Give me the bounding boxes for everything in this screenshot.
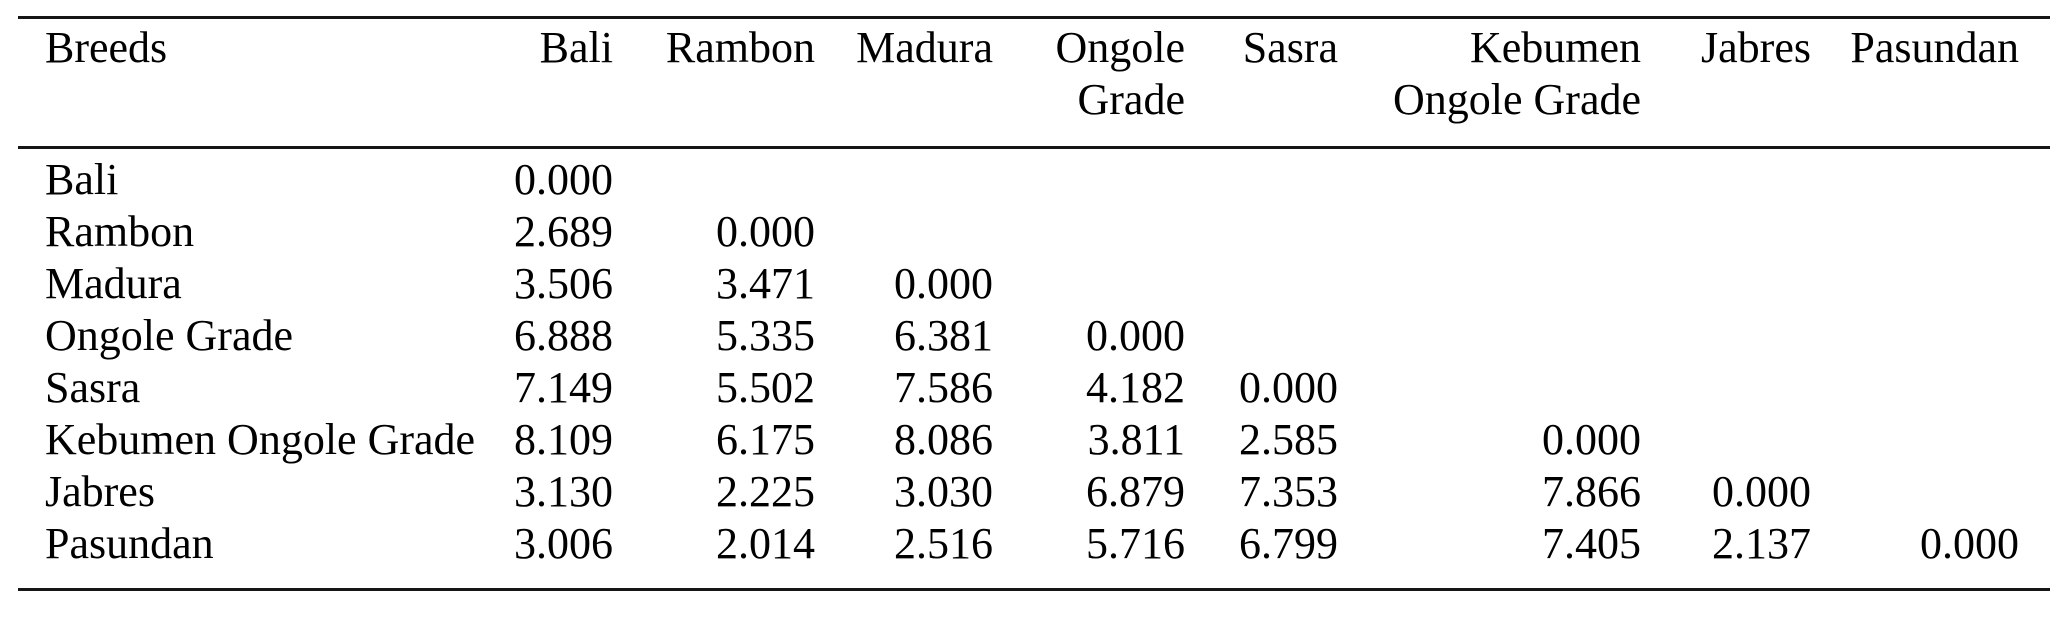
distance-value-cell — [1811, 258, 2050, 310]
table-row — [18, 362, 2050, 414]
paper-table-region — [18, 16, 2050, 591]
distance-value-cell — [1338, 148, 1641, 207]
distance-value-cell — [815, 206, 993, 258]
distance-value-cell: 5.502 — [716, 363, 815, 412]
distance-value-cell — [1641, 310, 1811, 362]
column-header-sasra: Sasra — [1242, 23, 1338, 72]
distance-value-cell — [1185, 310, 1338, 362]
distance-value-cell: 3.471 — [716, 259, 815, 308]
table-row — [18, 206, 2050, 258]
distance-value-cell: 7.405 — [1542, 519, 1641, 568]
breed-row-label: Pasundan — [45, 519, 214, 568]
table-row — [18, 310, 2050, 362]
distance-value-cell — [1338, 258, 1641, 310]
distance-value-cell — [1338, 310, 1641, 362]
breed-row-label: Kebumen Ongole Grade — [45, 415, 476, 464]
breed-row-label: Sasra — [45, 363, 141, 412]
genetic-distance-matrix-table — [18, 16, 2050, 591]
distance-value-cell: 7.353 — [1239, 467, 1338, 516]
distance-value-cell: 8.109 — [514, 415, 613, 464]
breed-row-label: Madura — [45, 259, 182, 308]
distance-value-cell — [1811, 148, 2050, 207]
distance-value-cell — [1641, 414, 1811, 466]
column-header-breeds: Breeds — [45, 23, 168, 72]
distance-value-cell: 6.888 — [514, 311, 613, 360]
distance-value-cell: 5.335 — [716, 311, 815, 360]
distance-value-cell: 2.585 — [1239, 415, 1338, 464]
distance-value-cell: 3.811 — [1087, 415, 1185, 464]
table-row — [18, 518, 2050, 590]
distance-value-cell: 2.137 — [1712, 519, 1811, 568]
distance-value-cell — [1641, 258, 1811, 310]
column-header-pasundan: Pasundan — [1850, 23, 2019, 72]
breed-row-label: Rambon — [45, 207, 195, 256]
distance-value-cell: 3.506 — [514, 259, 613, 308]
distance-value-cell — [1641, 362, 1811, 414]
table-row — [18, 466, 2050, 518]
distance-value-cell — [993, 148, 1185, 207]
header-row — [18, 18, 2050, 148]
table-body — [18, 148, 2050, 590]
distance-value-cell: 0.000 — [514, 155, 613, 204]
distance-value-cell — [1811, 466, 2050, 518]
distance-value-cell — [1811, 414, 2050, 466]
distance-value-cell: 0.000 — [716, 207, 815, 256]
distance-value-cell — [1185, 148, 1338, 207]
distance-value-cell — [993, 258, 1185, 310]
distance-value-cell: 7.586 — [894, 363, 993, 412]
distance-value-cell: 0.000 — [1542, 415, 1641, 464]
breed-row-label: Jabres — [45, 467, 155, 516]
distance-value-cell — [1185, 206, 1338, 258]
distance-value-cell: 7.866 — [1542, 467, 1641, 516]
distance-value-cell: 6.175 — [716, 415, 815, 464]
distance-value-cell: 0.000 — [894, 259, 993, 308]
column-header-bali: Bali — [539, 23, 613, 72]
distance-value-cell: 6.879 — [1086, 467, 1185, 516]
distance-value-cell: 2.014 — [716, 519, 815, 568]
distance-value-cell: 3.030 — [894, 467, 993, 516]
distance-value-cell: 2.689 — [514, 207, 613, 256]
distance-value-cell: 2.225 — [716, 467, 815, 516]
breed-row-label: Ongole Grade — [45, 311, 294, 360]
distance-value-cell — [993, 206, 1185, 258]
distance-value-cell — [1811, 362, 2050, 414]
distance-value-cell: 3.130 — [514, 467, 613, 516]
distance-value-cell — [1641, 148, 1811, 207]
distance-value-cell: 0.000 — [1712, 467, 1811, 516]
column-header-madura: Madura — [856, 23, 993, 72]
distance-value-cell: 6.381 — [894, 311, 993, 360]
table-row — [18, 148, 2050, 207]
distance-value-cell: 6.799 — [1239, 519, 1338, 568]
distance-value-cell: 0.000 — [1239, 363, 1338, 412]
distance-value-cell — [1641, 206, 1811, 258]
column-header-ongole-grade: Ongole Grade — [1055, 23, 1185, 124]
table-header — [18, 18, 2050, 148]
distance-value-cell: 0.000 — [1920, 519, 2019, 568]
distance-value-cell: 0.000 — [1086, 311, 1185, 360]
distance-value-cell — [1338, 362, 1641, 414]
column-header-kebumen-ongole-grade: Kebumen Ongole Grade — [1392, 23, 1641, 124]
distance-value-cell — [1185, 258, 1338, 310]
distance-value-cell — [1338, 206, 1641, 258]
distance-value-cell: 3.006 — [514, 519, 613, 568]
column-header-jabres: Jabres — [1701, 23, 1811, 72]
column-header-rambon: Rambon — [665, 23, 815, 72]
distance-value-cell: 5.716 — [1086, 519, 1185, 568]
distance-value-cell: 7.149 — [514, 363, 613, 412]
breed-row-label: Bali — [45, 155, 119, 204]
table-row — [18, 414, 2050, 466]
distance-value-cell: 4.182 — [1086, 363, 1185, 412]
table-row — [18, 258, 2050, 310]
distance-value-cell: 8.086 — [894, 415, 993, 464]
distance-value-cell: 2.516 — [894, 519, 993, 568]
distance-value-cell — [613, 148, 815, 207]
distance-value-cell — [1811, 310, 2050, 362]
distance-value-cell — [1811, 206, 2050, 258]
distance-value-cell — [815, 148, 993, 207]
